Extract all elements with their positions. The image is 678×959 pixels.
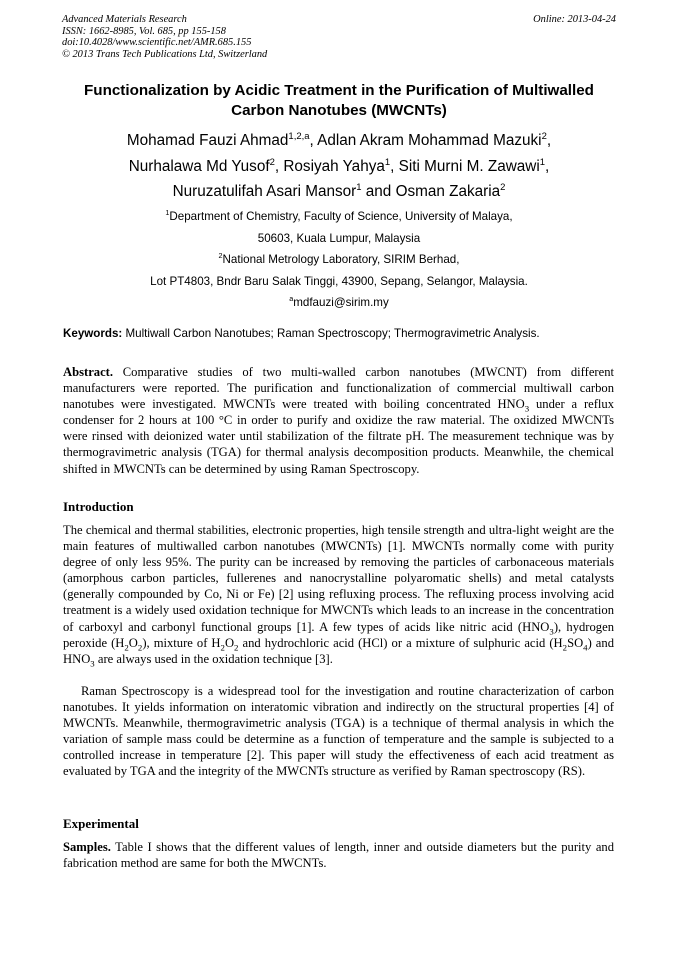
subscript: 2 <box>562 642 568 653</box>
author-affil-sup: 1 <box>384 156 391 168</box>
author-affil-sup: 1 <box>356 181 362 193</box>
author-affil-sup: 2 <box>541 130 547 142</box>
subscript: 2 <box>124 642 129 653</box>
author-line-3 <box>30 179 648 205</box>
author-name: Nuruzatulifah Asari Mansor <box>172 183 357 200</box>
subscript: 3 <box>524 403 530 414</box>
copyright-line: © 2013 Trans Tech Publications Ltd, Switzerland <box>62 48 268 60</box>
subscript: 2 <box>220 642 225 653</box>
author-name: Rosiyah Yahya <box>283 157 385 175</box>
section-heading-introduction: Introduction <box>63 499 134 514</box>
author-sep: , <box>390 157 399 175</box>
title-line-1: Functionalization by Acidic Treatment in the Purification of Multiwalled <box>84 82 594 99</box>
paper-title <box>40 81 638 121</box>
keywords <box>63 326 623 342</box>
abstract-text: under a reflux condenser for 2 hours at 100 °C in order to purify and oxidize the raw material. The oxidized MWCNTs were rinsed with deionized water until stabilization of the filtrate pH. The measurement technique was by thermogravimetric analysis (TGA) for thermal analysis decomposition products. Meanwhile, the chemical shifted in MWCNTs can be determined by using Raman Spectroscopy. <box>63 397 615 476</box>
affiliation-1-line-2: 50603, Kuala Lumpur, Malaysia <box>257 231 421 245</box>
author-list <box>30 128 648 205</box>
online-date: Online: 2013-04-24 <box>533 14 616 25</box>
author-affil-sup: 1,2,a <box>288 130 310 142</box>
author-name: Adlan Akram Mohammad Mazuki <box>317 132 542 149</box>
doi-line: doi:10.4028/www.scientific.net/AMR.685.155 <box>62 37 252 48</box>
body-text: are always used in the oxidation technique [3]. <box>94 651 333 666</box>
keywords-label: Keywords: <box>63 327 123 340</box>
author-sep: , <box>545 157 550 175</box>
contact-email <box>30 292 648 314</box>
affiliation-2-line-1 <box>30 249 648 271</box>
affil-sup: 2 <box>218 251 223 261</box>
author-sep: and <box>361 183 396 200</box>
author-name: Nurhalawa Md Yusof <box>128 157 270 175</box>
body-text: The chemical and thermal stabilities, electronic properties, high tensile strength and ultra-light weight are the main features of multiwalled carbon nanotubes (MWCNTs) [1]. MWCNTs normally come with purity degree of only less 95%. The purity can be increased by removing the particles of carbonaceous materials (amorphous carbon particles, fullerenes and nanocrystalline polyaromatic shells) and metal catalysts (generally compounded by Co, Ni or Fe) [2] using refluxing process. The refluxing process involving acid treatment is a widely used oxidation technique for MWCNTs which leads to an increase in the concentration of carboxyl and carbonyl functional groups [1]. A few types of acids like nitric acid (HNO <box>63 523 614 634</box>
running-header <box>62 14 616 60</box>
subscript: 4 <box>583 642 588 653</box>
body-text: ) and HNO <box>63 635 614 666</box>
author-sep: , <box>546 132 552 149</box>
affiliations <box>30 206 648 314</box>
keywords-text: Multiwall Carbon Nanotubes; Raman Spectroscopy; Thermogravimetric Analysis. <box>122 327 540 340</box>
journal-name: Advanced Materials Research <box>62 14 187 25</box>
samples-paragraph <box>63 839 614 871</box>
affil-sup: 1 <box>165 208 170 218</box>
subscript: 2 <box>234 642 239 653</box>
subscript: 2 <box>137 642 143 653</box>
affil-text: Department of Chemistry, Faculty of Science, University of Malaya, <box>169 210 513 223</box>
author-line-2 <box>30 154 648 180</box>
body-text: SO <box>567 635 584 650</box>
abstract-text: Comparative studies of two multi-walled carbon nanotubes (MWCNT) from different manufacturers were reported. The purification and functionalization of commercial multiwall carbon nanotubes were investigated. MWCNTs were treated with boiling concentrated HNO <box>63 365 614 412</box>
subscript: 3 <box>549 626 554 637</box>
author-affil-sup: 1 <box>539 156 546 168</box>
body-text: O <box>128 635 138 650</box>
introduction-paragraph-1 <box>63 522 614 667</box>
body-text: Table I shows that the different values of length, inner and outside diameters but the purity and fabrication method are same for both the MWCNTs. <box>63 840 614 871</box>
body-text: ), hydrogen peroxide (H <box>63 619 614 650</box>
author-line-1 <box>30 128 648 154</box>
affiliation-1-line-1 <box>30 206 648 228</box>
title-line-2: Carbon Nanotubes (MWCNTs) <box>231 102 447 119</box>
abstract-label: Abstract. <box>63 365 114 379</box>
email-sup: a <box>289 294 294 304</box>
author-name: Osman Zakaria <box>395 183 501 200</box>
section-heading-experimental: Experimental <box>63 816 139 831</box>
body-text: ), mixture of H <box>142 635 221 650</box>
body-text: O <box>224 635 235 650</box>
introduction-paragraph-2: Raman Spectroscopy is a widespread tool for the investigation and routine characterization of carbon nanotubes. It yields information on interatomic vibration and indirectly on the structural properties [4] of MWCNTs. Meanwhile, thermogravimetric analysis (TGA) is a technique of thermal analysis in which the variation of sample mass could be determine as a function of temperature and the sample is subjected to a controlled increase in temperature [2]. This paper will study the effectiveness of each acid treatment as evaluated by TGA and the integrity of the MWCNTs structure as verified by Raman spectroscopy (RS). <box>63 684 614 779</box>
author-name: Mohamad Fauzi Ahmad <box>126 132 289 149</box>
affiliation-2-line-2: Lot PT4803, Bndr Baru Salak Tinggi, 43900, Sepang, Selangor, Malaysia. <box>150 274 528 288</box>
subscript: 3 <box>90 658 95 669</box>
author-sep: , <box>309 132 318 149</box>
issn-line: ISSN: 1662-8985, Vol. 685, pp 155-158 <box>62 25 226 37</box>
author-name: Siti Murni M. Zawawi <box>398 157 540 175</box>
affil-text: National Metrology Laboratory, SIRIM Berhad, <box>222 253 460 266</box>
email-text: mdfauzi@sirim.my <box>293 296 389 309</box>
author-affil-sup: 2 <box>500 181 506 193</box>
author-affil-sup: 2 <box>269 156 275 168</box>
body-text: and hydrochloric acid (HCl) or a mixture of sulphuric acid (H <box>238 635 563 650</box>
abstract <box>63 364 614 477</box>
samples-label: Samples. <box>63 840 111 854</box>
author-sep: , <box>274 157 284 175</box>
